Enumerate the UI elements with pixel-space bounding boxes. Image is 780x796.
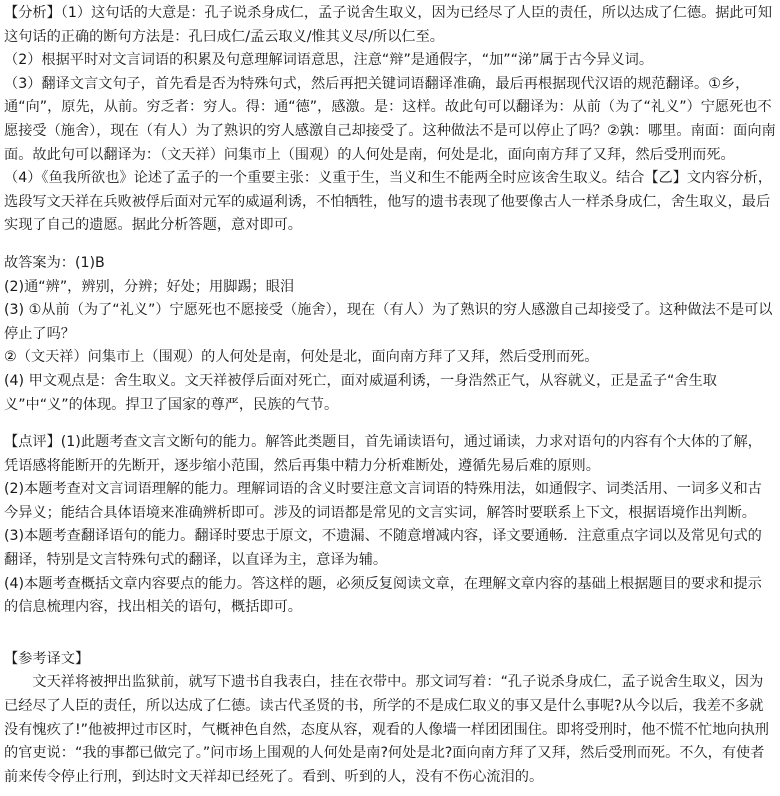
answer-line-2: (2)通“辨”，辨别，分辨；好处；用脚踢；眼泪	[4, 278, 295, 295]
reference-body: 文天祥将被押出监狱前，就写下遗书自我表白，挂在衣带中。那文词写着：“孔子说杀身成仁，孟子说舍生取义，因为已经尽了人臣的责任，所以达成了仁德。读古代圣贤的书，所学的不是成仁取义的事又是什么事呢?从今以后，我差不多就没有愧疚了!”他被押过市区时，气概神色自然，态度从容，观看的人像墙一样团团围住。即将受刑时，他不慌不忙地向执刑的官吏说：“我的事都已做完了。”问市场上围观的人何处是南?何处是北?面向南方拜了又拜，然后受刑而死。不久，有使者前来传令停止行刑，到达时文天祥却已经死了。看到、听到的人，没有不伤心流泪的。	[4, 674, 769, 785]
comment-paragraph-4: (4)本题考查概括文章内容要点的能力。答这样的题，必须反复阅读文章，在理解文章内容的基础上根据题目的要求和提示的信息梳理内容，找出相关的语句，概括即可。	[4, 575, 762, 616]
comment-section	[4, 431, 776, 620]
comment-paragraph-2: (2)本题考查对文言词语理解的能力。理解词语的含义时要注意文言词语的特殊用法，如通假字、词类活用、一词多义和古今异义；能结合具体语境来准确辨析即可。涉及的词语都是常见的文言实词，解答时要联系上下文，根据语境作出判断。	[4, 481, 762, 521]
analysis-paragraph-1: 【分析】（1）这句话的大意是：孔子说杀身成仁，孟子说舍生取义，因为已经尽了人臣的责任，所以达成了仁德。据此可知这句话的正确的断句方法是：孔曰成仁/孟云取义/惟其义尽/所以仁至。	[4, 5, 773, 45]
analysis-section	[4, 2, 776, 238]
reference-translation-section	[4, 648, 776, 790]
answer-line-1: 故答案为：(1)B	[4, 254, 105, 271]
analysis-paragraph-3: （3）翻译文言文句子，首先看是否为特殊句式，然后再把关键词语翻译准确，最后再根据现代汉语的规范翻译。①乡，通“向”，原先，从前。穷乏者：穷人。得：通“德”，感激。是：这样。故此句可以翻译为：从前（为了“礼义”）宁愿死也不愿接受（施舍），现在（有人）为了熟识的穷人感激自己却接受了。这种做法不是可以停止了吗？②孰：哪里。南面：面向南面。故此句可以翻译为：（文天祥）问集市上（围观）的人何处是南，何处是北，面向南方拜了又拜，然后受刑而死。	[4, 75, 776, 163]
analysis-paragraph-4: （4）《鱼我所欲也》论述了孟子的一个重要主张：义重于生，当义和生不能两全时应该舍生取义。结合【乙】文内容分析，选段写文天祥在兵败被俘后面对元军的威逼利诱，不怕牺牲，他写的遗书表现了他要像古人一样杀身成仁，舍生取义，最后实现了自己的遗愿。据此分析答题，意对即可。	[4, 170, 773, 234]
answer-line-3b: ②（文天祥）问集市上（围观）的人何处是南，何处是北，面向南方拜了又拜，然后受刑而死。	[4, 349, 599, 366]
comment-paragraph-3: (3)本题考查翻译语句的能力。翻译时要忠于原文，不遗漏、不随意增减内容，译文要通畅．注意重点字词以及常见句式的翻译，特别是文言特殊句式的翻译，以直译为主，意译为辅。	[4, 528, 762, 569]
analysis-paragraph-2: （2）根据平时对文言词语的积累及句意理解词语意思，注意“辩”是通假字，“加”“涕”属于古今异义词。	[4, 52, 654, 69]
answer-line-4: (4) 甲文观点是：舍生取义。文天祥被俘后面对死亡，面对威逼利诱，一身浩然正气，从容就义，正是孟子“舍生取义”中“义”的体现。捍卫了国家的尊严，民族的气节。	[4, 372, 717, 413]
reference-heading: 【参考译文】	[4, 650, 90, 667]
comment-paragraph-1: 【点评】(1)此题考查文言文断句的能力。解答此类题目，首先诵读语句，通过诵读，力求对语句的内容有个大体的了解，凭语感将能断开的先断开，逐步缩小范围，然后再集中精力分析难断处，遵循先易后难的原则。	[4, 434, 762, 474]
answer-line-3: (3) ①从前（为了“礼义”）宁愿死也不愿接受（施舍），现在（有人）为了熟识的穷人感激自己却接受了。这种做法不是可以停止了吗？	[4, 302, 773, 342]
answer-section	[4, 252, 776, 417]
